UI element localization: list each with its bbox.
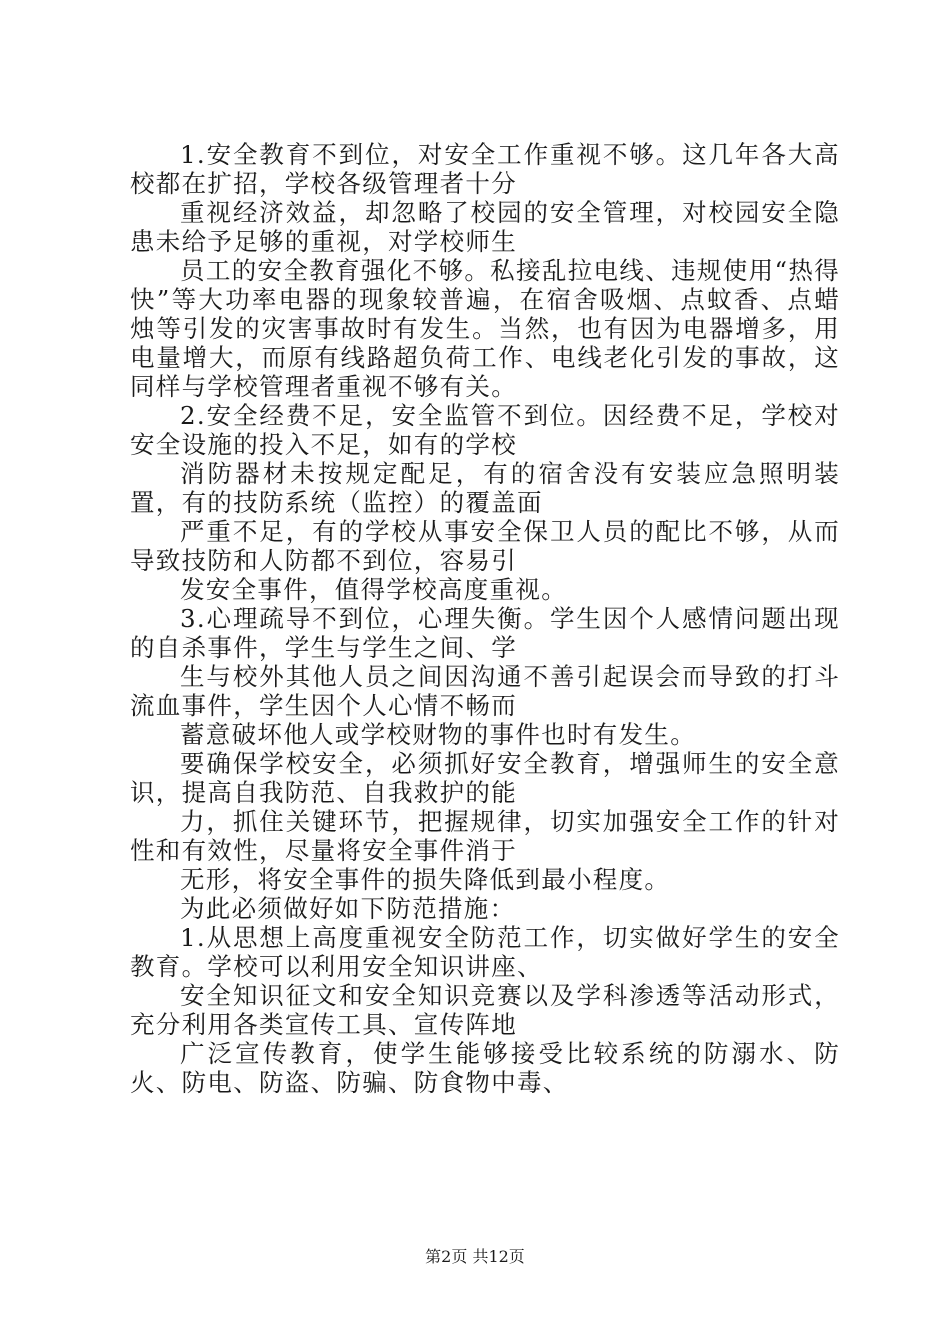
paragraph-14: 为此必须做好如下防范措施： (180, 894, 516, 923)
paragraph-11: 要确保学校安全，必须抓好安全教育，增强师生的安全意识，提高自我防范、自我救护的能 (130, 749, 840, 807)
paragraph-4: 2.安全经费不足，安全监管不到位。因经费不足，学校对安全设施的投入不足，如有的学校 (130, 401, 840, 459)
paragraph-2: 重视经济效益，却忽略了校园的安全管理，对校园安全隐患未给予足够的重视，对学校师生 (130, 198, 840, 256)
document-body (130, 140, 840, 1097)
paragraph-12: 力，抓住关键环节，把握规律，切实加强安全工作的针对性和有效性，尽量将安全事件消于 (130, 807, 840, 865)
paragraph-7: 发安全事件，值得学校高度重视。 (180, 575, 567, 604)
paragraph-13: 无形，将安全事件的损失降低到最小程度。 (180, 865, 671, 894)
paragraph-10: 蓄意破坏他人或学校财物的事件也时有发生。 (180, 720, 696, 749)
paragraph-3: 员工的安全教育强化不够。私接乱拉电线、违规使用“热得快”等大功率电器的现象较普遍，在宿舍吸烟、点蚊香、点蜡烛等引发的灾害事故时有发生。当然，也有因为电器增多，用电量增大，而原有线路超负荷工作、电线老化引发的事故，这同样与学校管理者重视不够有关。 (130, 256, 840, 401)
paragraph-8: 3.心理疏导不到位，心理失衡。学生因个人感情问题出现的自杀事件，学生与学生之间、学 (130, 604, 840, 662)
paragraph-17: 广泛宣传教育，使学生能够接受比较系统的防溺水、防火、防电、防盗、防骗、防食物中毒、 (130, 1039, 840, 1097)
paragraph-9: 生与校外其他人员之间因沟通不善引起误会而导致的打斗流血事件，学生因个人心情不畅而 (130, 662, 840, 720)
paragraph-1: 1.安全教育不到位，对安全工作重视不够。这几年各大高校都在扩招，学校各级管理者十分 (130, 140, 840, 198)
paragraph-6: 严重不足，有的学校从事安全保卫人员的配比不够，从而导致技防和人防都不到位，容易引 (130, 517, 840, 575)
page-footer: 第2页 共12页 (425, 1247, 525, 1266)
paragraph-16: 安全知识征文和安全知识竞赛以及学科渗透等活动形式，充分利用各类宣传工具、宣传阵地 (130, 981, 840, 1039)
paragraph-5: 消防器材未按规定配足，有的宿舍没有安装应急照明装置，有的技防系统（监控）的覆盖面 (130, 459, 840, 517)
paragraph-15: 1.从思想上高度重视安全防范工作，切实做好学生的安全教育。学校可以利用安全知识讲座、 (130, 923, 840, 981)
